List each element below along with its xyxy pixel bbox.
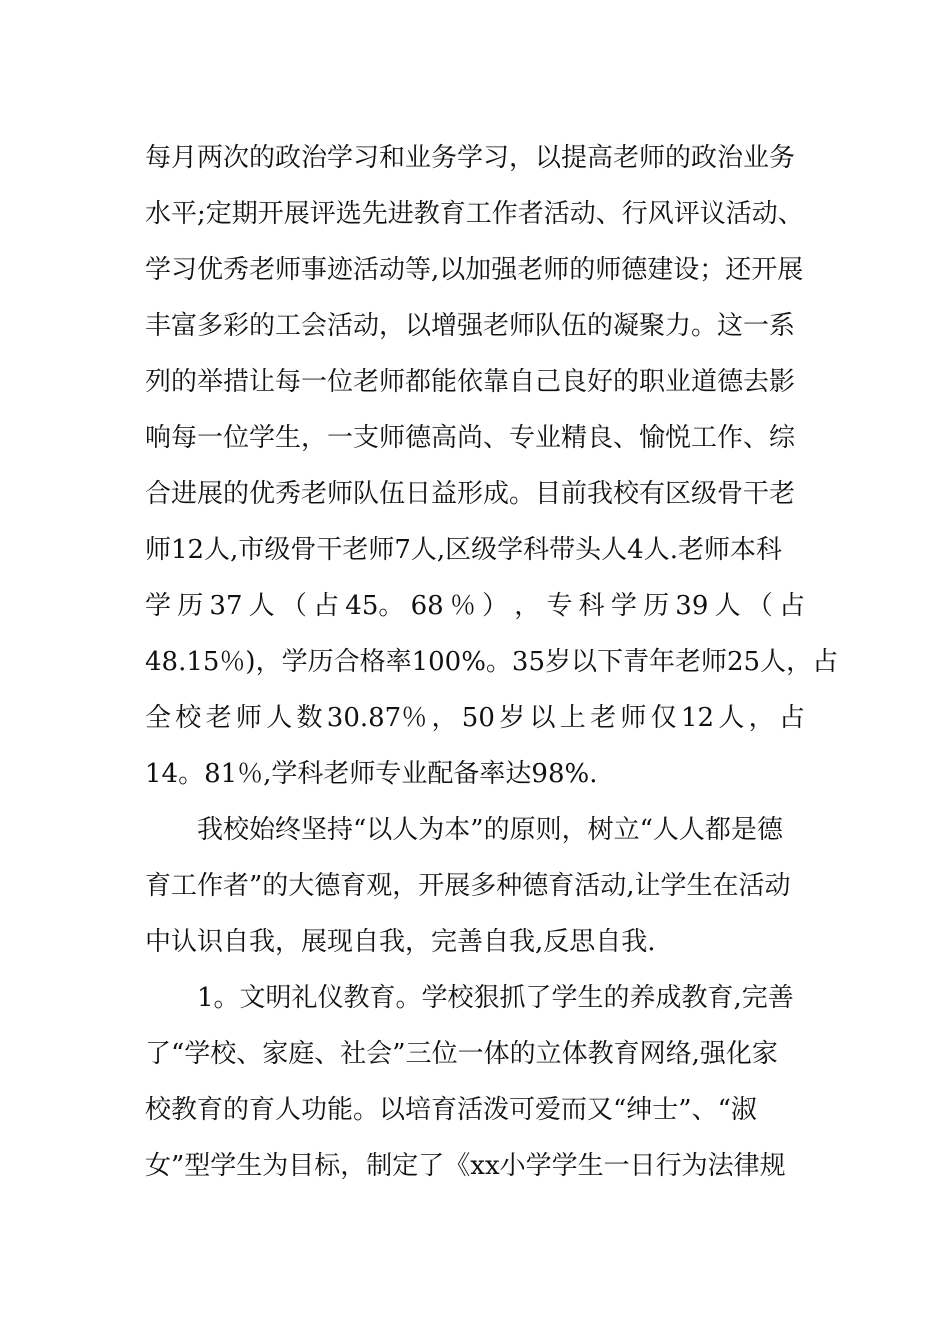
text-line: 学习优秀老师事迹活动等,以加强老师的师德建设；还开展 [145,255,804,285]
text-token: 39 [675,591,709,621]
text-token: 学 [145,591,172,621]
text-line: 女”型学生为目标，制定了《xx小学学生一日行为法律规 [145,1151,786,1181]
text-line: 我校始终坚持“以人为本”的原则，树立“人人都是德 [197,815,783,845]
text-token: 人 [714,591,741,621]
text-token: 师 [620,703,647,733]
text-token: 68 [410,591,444,621]
justified-text-line [145,578,805,634]
text-token: ， [514,591,541,621]
text-token: 历 [643,591,670,621]
text-token: ） [482,591,509,621]
text-token: 岁 [499,703,526,733]
text-token: 占 [313,591,340,621]
justified-text-line [145,690,805,746]
text-token: 全 [145,703,172,733]
paragraph [145,970,805,1194]
text-token: 学 [610,591,637,621]
text-line: 师12人,市级骨干老师7人,区级学科带头人4人.老师本科 [145,535,782,565]
text-token: 人 [718,703,745,733]
text-token: ％ [449,591,476,621]
text-token: 老 [205,703,232,733]
text-token: 老 [590,703,617,733]
text-token: ， [748,703,775,733]
text-token: 师 [235,703,262,733]
text-token: 仅 [650,703,677,733]
text-token: 37 [209,591,243,621]
text-line: 响每一位学生，一支师德高尚、专业精良、愉悦工作、综 [145,423,796,453]
text-line: 合进展的优秀老师队伍日益形成。目前我校有区级骨干老 [145,479,796,509]
text-token: 校 [175,703,202,733]
text-token: 50 [461,703,495,733]
document-body [145,130,839,1194]
text-line: 了“学校、家庭、社会”三位一体的立体教育网络,强化家 [145,1039,778,1069]
text-token: 上 [559,703,586,733]
paragraph [145,802,805,970]
justified-text-line [145,634,839,690]
text-line: 每月两次的政治学习和业务学习，以提高老师的政治业务 [145,143,796,173]
text-token: 占 [812,647,839,677]
text-token: 以 [529,703,556,733]
text-line: 育工作者”的大德育观，开展多种德育活动,让学生在活动 [145,871,791,901]
text-token: 历 [177,591,204,621]
text-token: 占 [778,703,805,733]
text-token: 人 [248,591,275,621]
text-token: 30.87％ [326,703,428,733]
paragraph [145,130,839,802]
text-token: 专 [546,591,573,621]
text-line: 列的举措让每一位老师都能依靠自己良好的职业道德去影 [145,367,796,397]
text-line: 中认识自我，展现自我，完善自我,反思自我. [145,927,656,957]
text-token: ， [431,703,458,733]
text-line: 1。文明礼仪教育。学校狠抓了学生的养成教育,完善 [197,983,794,1013]
text-token: 48.15％)，学历合格率100%。35岁以下青年老师25人， [145,647,813,677]
text-token: 科 [578,591,605,621]
text-token: 12 [680,703,715,733]
text-line: 丰富多彩的工会活动，以增强老师队伍的凝聚力。这一系 [145,311,796,341]
text-token: 占 [778,591,805,621]
text-token: （ [746,591,773,621]
text-token: 人 [266,703,293,733]
text-token: 数 [296,703,323,733]
text-line: 14。81％,学科老师专业配备率达98%. [145,759,598,789]
text-line: 水平;定期开展评选先进教育工作者活动、行风评议活动、 [145,199,804,229]
text-token: （ [280,591,307,621]
text-line: 校教育的育人功能。以培育活泼可爱而又“绅士”、“淑 [145,1095,757,1125]
text-token: 45。 [345,591,405,621]
